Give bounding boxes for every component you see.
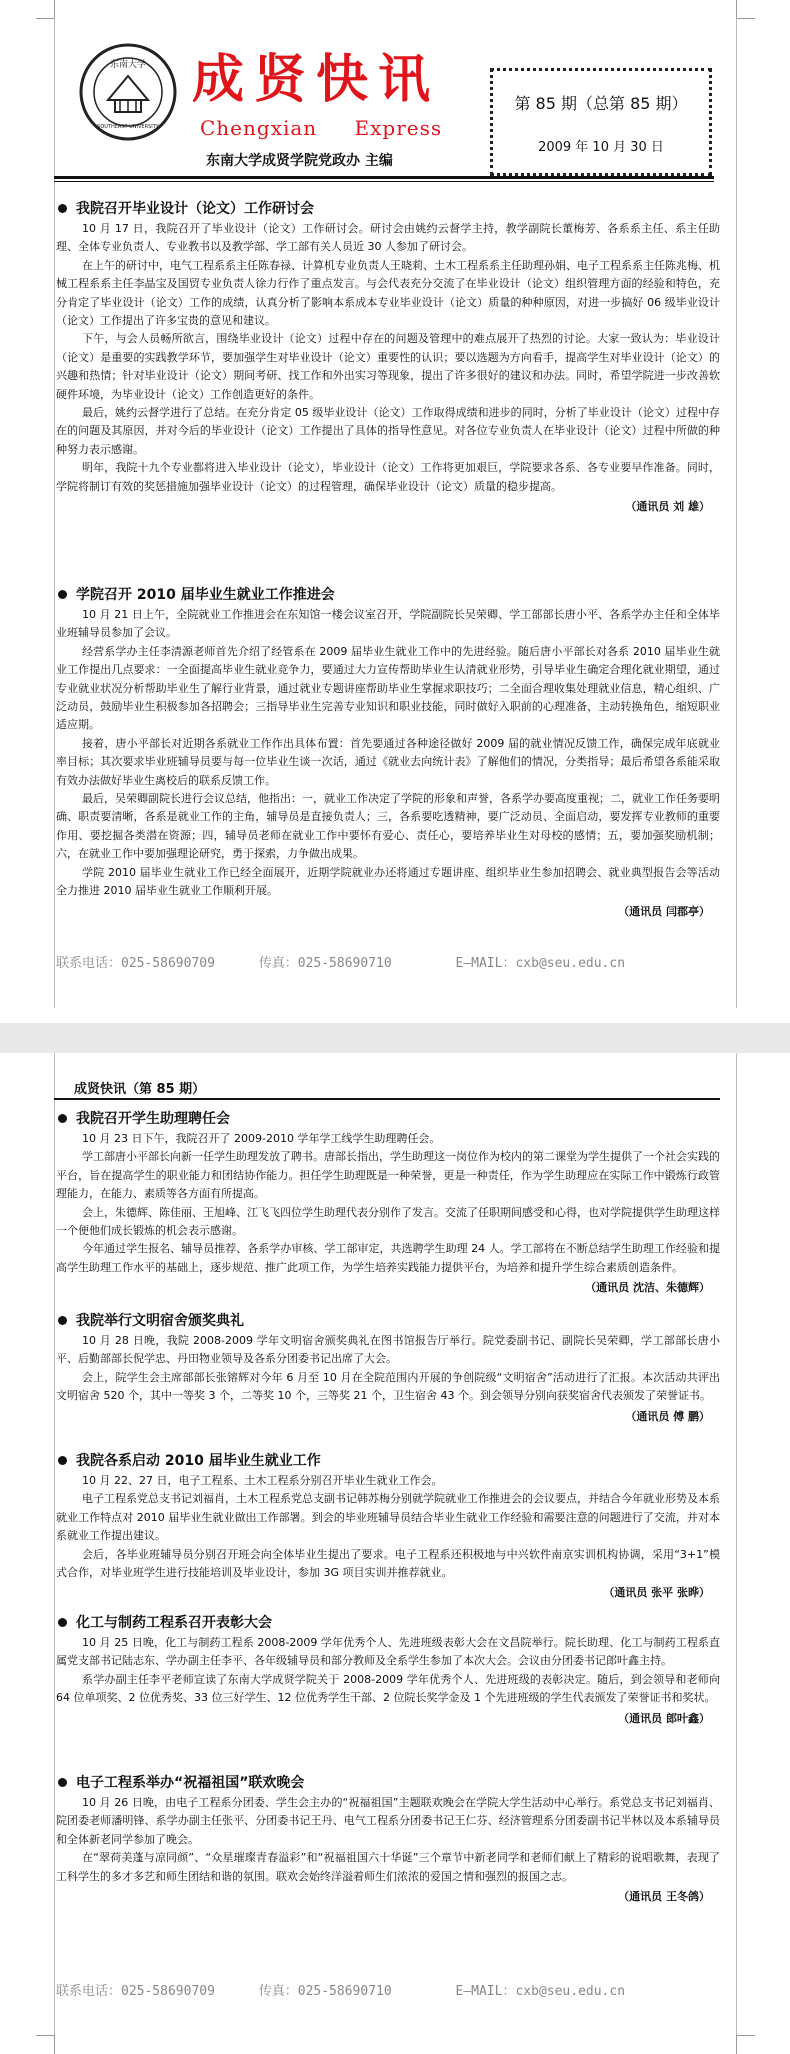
margin-line [54,1053,55,2035]
paragraph: 10 月 25 日晚，化工与制药工程系 2008-2009 学年优秀个人、先进班级表彰大会在文昌院举行。院长助理、化工与制药工程系直属党支部书记陆志东、学办副主任李平、各年级辅导员和部分教师及全系学生参加了本次大会。会议由分团委书记郎叶鑫主持。 [56,1636,720,1668]
author-sign: （通讯员 郎叶鑫） [618,1711,710,1725]
editor-line: 东南大学成贤学院党政办 主编 [206,153,393,169]
paragraph: 在“翠荷美蓬与凉同颜”、“众星璀璨青春溢彩”和“祝福祖国六十华诞”三个章节中新老同学和老师们献上了精彩的说唱歌舞，表现了工科学生的多才多艺和师生团结和谐的氛围。联欢会始终洋溢着师生们浓浓的爱国之情和强烈的报国之志。 [56,1851,720,1883]
page-gap [0,1023,790,1053]
page-header: 成贤快讯（第 85 期） [74,1082,206,1097]
header-rule [54,176,714,179]
footer-email: E—MAIL：cxb@seu.edu.cn [455,956,626,971]
issue-number: 第 85 期（总第 85 期） [514,94,688,113]
article [56,1612,720,1730]
corner-mark [736,2035,755,2054]
footer-fax: 传真：025-58690710 [258,956,392,971]
paragraph: 明年，我院十九个专业都将进入毕业设计（论文），毕业设计（论文）工作将更加艰巨，学院要求各系、各专业要早作准备。同时，学院将制订有效的奖惩措施加强毕业设计（论文）的过程管理，确保毕业设计（论文）质量的稳步提高。 [56,461,720,493]
corner-mark [36,2035,55,2054]
author-sign: （通讯员 闫郡亭） [618,904,710,918]
newsletter-title: 成贤快讯 [192,50,441,110]
paragraph: 10 月 22、27 日，电子工程系、土木工程系分别召开毕业生就业工作会。 [82,1474,443,1487]
article [56,584,720,923]
footer-phone: 联系电话：025-58690709 [56,1984,215,1999]
corner-mark [736,0,755,19]
corner-mark [36,0,55,19]
author-sign: （通讯员 傅 鹏） [625,1409,710,1423]
article [56,1310,720,1428]
bullet-icon [58,590,67,599]
paragraph: 10 月 26 日晚，由电子工程系分团委、学生会主办的“祝福祖国”主题联欢晚会在学院大学生活动中心举行。系党总支书记刘福肖、院团委老师潘明锋、系学办副主任张平、分团委书记王丹、电气工程系分团委书记王仁芬、经济管理系分团委副书记半林以及本系辅导员和全体新老同学参加了晚会。 [56,1796,720,1846]
margin-line [54,18,55,1008]
footer-fax: 传真：025-58690710 [258,1984,392,1999]
footer [56,1980,676,1999]
paragraph: 今年通过学生报名、辅导员推荐、各系学办审核、学工部审定，共选聘学生助理 24 人。学工部将在不断总结学生助理工作经验和提高学生助理工作水平的基础上，逐步规范、推广此项工作，为学生培养实践能力提供平台，为培养和提升学生综合素质创造条件。 [56,1242,720,1274]
paragraph: 在上午的研讨中，电气工程系系主任陈春禄、计算机专业负责人王晓莉、土木工程系系主任助理孙娟、电子工程系系主任陈兆梅、机械工程系系主任李晶宝及国贸专业负责人徐力行作了重点发言。与会代表充分交流了在毕业设计（论文）组织管理方面的经验和特色，充分肯定了毕业设计（论文）工作的成绩，认真分析了影响本系成本专业毕业设计（论文）质量的种种原因，对进一步搞好 06 级毕业设计（论文）工作提出了许多宝贵的意见和建议。 [56,258,720,328]
header-rule [54,181,714,182]
author-sign: （通讯员 沈洁、朱德辉） [585,1281,710,1295]
bullet-icon [58,204,67,213]
paragraph: 10 月 21 日上午，全院就业工作推进会在东知馆一楼会议室召开，学院副院长吴荣卿、学工部部长唐小平、各系学办主任和全体毕业班辅导员参加了会议。 [56,608,720,640]
author-sign: （通讯员 张平 张晔） [603,1586,710,1600]
paragraph: 10 月 17 日，我院召开了毕业设计（论文）工作研讨会。研讨会由姚约云督学主持，教学副院长董梅芳、各系系主任、系主任助理、全体专业负责人、专业教书以及教学部、学工部有关人员近 30 人参加了研讨会。 [56,222,720,254]
issue-date: 2009 年 10 月 30 日 [538,140,664,155]
author-sign: （通讯员 刘 雄） [625,500,710,514]
paragraph: 电子工程系党总支书记刘福肖，土木工程系党总支副书记韩苏梅分别就学院就业工作推进会的会议要点，并结合今年就业形势及本系就业工作特点对 2010 届毕业生就业做出工作部署。到会的毕业班辅导员结合毕业生就业工作经验和需要注意的问题进行了交流，并对本系就业工作提出建议。 [56,1492,720,1543]
footer-phone: 联系电话：025-58690709 [56,956,215,971]
paragraph: 学院 2010 届毕业生就业工作已经全面展开，近期学院就业办还将通过专题讲座、组织毕业生参加招聘会、就业典型报告会等活动全力推进 2010 届毕业生就业工作顺利开展。 [56,865,720,898]
article-title: 我院召开学生助理聘任会 [56,1108,720,1130]
page-1 [0,0,790,1023]
article-title: 化工与制药工程系召开表彰大会 [56,1612,720,1634]
paragraph: 10 月 23 日下午，我院召开了 2009-2010 学年学工线学生助理聘任会。 [82,1132,441,1145]
article [56,198,720,518]
paragraph: 10 月 28 日晚，我院 2008-2009 学年文明宿舍颁奖典礼在图书馆报告厅举行。院党委副书记、副院长吴荣卿，学工部部长唐小平、后勤部部长倪学忠、丹田物业领导及各系分团委书记出席了大会。 [56,1334,720,1366]
newsletter-title-en: Chengxian Express [200,116,443,140]
article [56,1450,720,1604]
margin-line [736,1053,737,2035]
bullet-icon [58,1456,67,1465]
paragraph: 接着，唐小平部长对近期各系就业工作作出具体布置：首先要通过各种途径做好 2009 届的就业情况反馈工作，确保完成年底就业率目标；其次要求毕业班辅导员要与每一位毕业生谈一次话，通过《就业去向统计表》了解他们的情况，分类指导；最后希望各系能采取有效办法做好毕业生离校后的联系反馈工作。 [56,736,720,787]
page-header-rule [54,1098,720,1100]
footer-email: E—MAIL：cxb@seu.edu.cn [455,1984,626,1999]
svg-text:东南大学: 东南大学 [109,60,147,70]
paragraph: 会上，朱德辉、陈佳丽、王旭峰、江飞飞四位学生助理代表分别作了发言。交流了任职期间感受和心得，也对学院提供学生助理这样一个便他们成长锻炼的机会表示感谢。 [56,1205,720,1238]
article-title: 学院召开 2010 届毕业生就业工作推进会 [56,584,720,606]
paragraph: 学工部唐小平部长向新一任学生助理发放了聘书。唐部长指出，学生助理这一岗位作为校内的第二课堂为学生提供了一个社会实践的平台，旨在提高学生的职业能力和团结协作能力。担任学生助理既是一种荣誉，更是一种责任，作为学生助理应在实际工作中锻炼行政管理能力，在能力、素质等各方面有所提高。 [56,1150,720,1201]
paragraph: 最后，姚约云督学进行了总结。在充分肯定 05 级毕业设计（论文）工作取得成绩和进步的同时，分析了毕业设计（论文）过程中存在的问题及其原因，并对今后的毕业设计（论文）工作提出了具体的指导性意见。对各位专业负责人在毕业设计（论文）过程中所做的种种努力表示感谢。 [56,406,720,456]
university-logo [78,42,178,142]
paragraph: 系学办副主任李平老师宣读了东南大学成贤学院关于 2008-2009 学年优秀个人、先进班级的表彰决定。随后，到会领导和老师向 64 位单项奖、2 位优秀奖、33 位三好学生、12 位优秀学生干部、2 位院长奖学金及 1 个先进班级的学生代表颁发了荣誉证书和奖状。 [56,1672,720,1705]
article-title: 我院举行文明宿舍颁奖典礼 [56,1310,720,1332]
svg-text:SOUTHEAST UNIVERSITY: SOUTHEAST UNIVERSITY [97,124,159,130]
bullet-icon [58,1114,67,1123]
article [56,1108,720,1299]
article-title: 电子工程系举办“祝福祖国”联欢晚会 [56,1772,720,1794]
paragraph: 下午，与会人员畅所欲言，围绕毕业设计（论文）过程中存在的问题及管理中的难点展开了热烈的讨论。大家一致认为：毕业设计（论文）是重要的实践教学环节，要加强学生对毕业设计（论文）重要性的认识；要以选题为方向看手，提高学生对毕业设计（论文）的兴趣和热情；针对毕业设计（论文）期间考研、找工作和外出实习等现象，提出了许多很好的建议和办法。同时，希望学院进一步改善软硬件环境，为毕业设计（论文）工作创造更好的条件。 [56,332,720,401]
bullet-icon [58,1618,67,1627]
paragraph: 最后，吴荣卿副院长进行会议总结，他指出：一，就业工作决定了学院的形象和声誉，各系学办要高度重视；二，就业工作任务要明确、职责要清晰，各系是就业工作的主角，辅导员是直接负责人；三，各系要吃透精神，要广泛动员、全面启动，要发挥专业教师的重要作用、要挖掘各类潜在资源；四，辅导员老师在就业工作中要怀有爱心、责任心，要培养毕业生对母校的感情；五，要加强奖励机制；六，在就业工作中要加强理论研究，勇于探索，力争做出成果。 [56,792,720,861]
footer [56,952,676,971]
paragraph: 经营系学办主任李清源老师首先介绍了经管系在 2009 届毕业生就业工作中的先进经验。随后唐小平部长对各系 2010 届毕业生就业工作提出几点要求：一全面提高毕业生就业竞争力，要通过大力宣传帮助毕业生认清就业形势，引导毕业生确定合理化就业期望，通过专业就业状况分析帮助毕业生了解行业背景，通过就业专题讲座帮助毕业生掌握求职技巧；二全面合理收集处理就业信息，精心组织、广泛动员，鼓励毕业生积极参加各招聘会；三指导毕业生完善专业知识和职业技能，同时做好入职前的心理准备，主动转换角色，缩短职业适应期。 [56,644,720,732]
paragraph: 会后，各毕业班辅导员分别召开班会向全体毕业生提出了要求。电子工程系还积极地与中兴软件南京实训机构协调，采用“3+1”模式合作，对毕业班学生进行技能培训及毕业设计，参加 3G 项目实训并推荐就业。 [56,1547,720,1580]
article-title: 我院各系启动 2010 届毕业生就业工作 [56,1450,720,1472]
paragraph: 会上，院学生会主席部部长张镕辉对今年 6 月至 10 月在全院范围内开展的争创院级“文明宿舍”活动进行了汇报。本次活动共评出文明宿舍 520 个，其中一等奖 3 个，二等奖 10 个，三等奖 21 个，卫生宿舍 43 个。到会领导分别向获奖宿舍代表颁发了荣誉证书。 [56,1370,720,1403]
article [56,1772,720,1908]
author-sign: （通讯员 王冬鸽） [618,1890,710,1904]
margin-line [736,18,737,1008]
issue-box [490,68,712,176]
article-title: 我院召开毕业设计（论文）工作研讨会 [56,198,720,220]
bullet-icon [58,1316,67,1325]
bullet-icon [58,1778,67,1787]
